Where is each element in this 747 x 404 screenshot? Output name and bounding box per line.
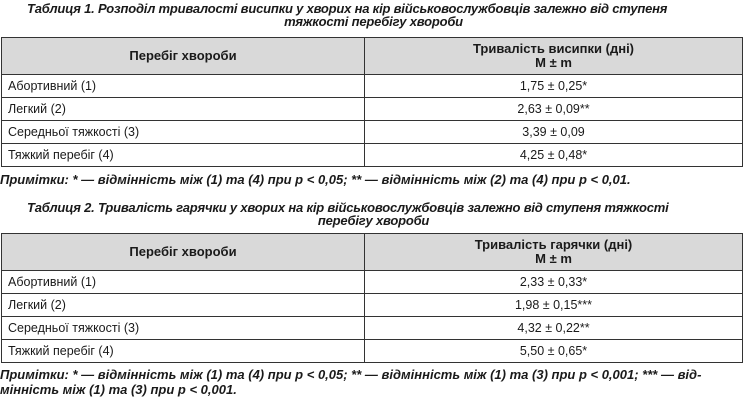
table2-header-row [2,234,743,271]
table2-row-name: Середньої тяжкості (3) [2,317,365,340]
table2-header-value-line2: M ± m [535,251,572,266]
table2-caption-line1: Таблиця 2. Тривалість гарячки у хворих на кір військовослужбовців залежно від ступеня тяжкості [27,200,669,215]
table1-row-value: 3,39 ± 0,09 [365,121,743,144]
table1-row-name: Легкий (2) [2,98,365,121]
table2-row-name: Абортивний (1) [2,271,365,294]
table1-caption-line2: тяжкості перебігу хвороби [284,14,463,29]
table2-caption [0,201,747,227]
table2-header-value [365,234,743,271]
table-row [2,317,743,340]
table2-caption-line2: перебігу хвороби [317,213,430,228]
table2 [1,233,743,363]
table-row [2,144,743,167]
table-row [2,340,743,363]
table-row [2,75,743,98]
table2-header-value-line1: Тривалість гарячки (дні) [474,237,633,252]
table1-row-name: Абортивний (1) [2,75,365,98]
table1-header-row [2,38,743,75]
table2-row-name: Легкий (2) [2,294,365,317]
table2-note-line1: Примітки: * — відмінність між (1) та (4) при p < 0,05; ** — відмінність між (1) та (3) при p < 0,001; *** — від- [0,367,702,382]
table2-header-course: Перебіг хвороби [2,234,365,271]
table1-caption [0,2,747,28]
table-row [2,121,743,144]
table2-row-value: 2,33 ± 0,33* [365,271,743,294]
table2-note [0,367,747,397]
table1-note: Примітки: * — відмінність між (1) та (4) при p < 0,05; ** — відмінність між (2) та (4) при p < 0,01. [0,172,631,187]
table1-header-value-line1: Тривалість висипки (дні) [472,41,635,56]
table1 [1,37,743,167]
table1-row-name: Середньої тяжкості (3) [2,121,365,144]
table-row [2,294,743,317]
table2-row-value: 5,50 ± 0,65* [365,340,743,363]
table2-row-name: Тяжкий перебіг (4) [2,340,365,363]
table1-header-value [365,38,743,75]
table1-row-name: Тяжкий перебіг (4) [2,144,365,167]
table-row [2,271,743,294]
table1-header-course: Перебіг хвороби [2,38,365,75]
table1-header-value-line2: M ± m [535,55,572,70]
table-row [2,98,743,121]
table1-row-value: 1,75 ± 0,25* [365,75,743,98]
table1-caption-line1: Таблиця 1. Розподіл тривалості висипки у хворих на кір військовослужбовців залежно від ступеня [27,1,668,16]
table1-row-value: 4,25 ± 0,48* [365,144,743,167]
table1-row-value: 2,63 ± 0,09** [365,98,743,121]
table2-note-line2: мінність між (1) та (3) при p < 0,001. [0,382,237,397]
table2-row-value: 4,32 ± 0,22** [365,317,743,340]
table2-row-value: 1,98 ± 0,15*** [365,294,743,317]
